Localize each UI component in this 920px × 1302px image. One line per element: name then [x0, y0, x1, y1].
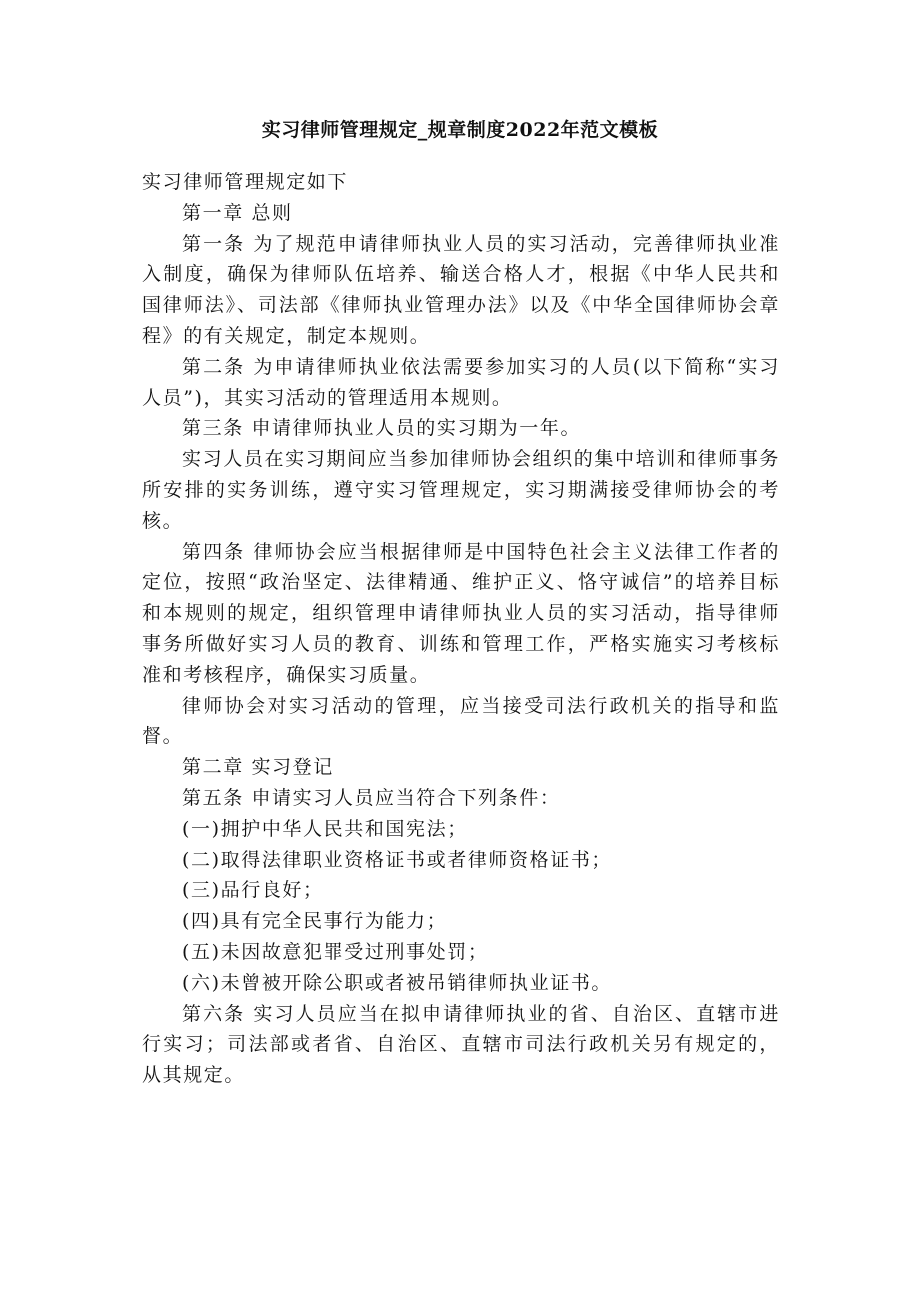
article-4: 第四条 律师协会应当根据律师是中国特色社会主义法律工作者的定位，按照“政治坚定、法律精通、维护正义、恪守诚信”的培养目标和本规则的规定，组织管理申请律师执业人员的实习活动，指导律师事务所做好实习人员的教育、训练和管理工作，严格实施实习考核标准和考核程序，确保实习质量。: [142, 540, 780, 686]
condition-item-4: (四)具有完全民事行为能力；: [182, 910, 448, 933]
chapter-heading-1: 第一章 总则: [182, 201, 293, 224]
article-6: 第六条 实习人员应当在拟申请律师执业的省、自治区、直辖市进行实习；司法部或者省、自治区、直辖市司法行政机关另有规定的，从其规定。: [142, 1002, 780, 1087]
paragraph-intro: 实习律师管理规定如下: [142, 171, 349, 193]
article-2: 第二条 为申请律师执业依法需要参加实习的人员(以下简称“实习人员”)，其实习活动的管理适用本规则。: [142, 355, 780, 409]
article-1: 第一条 为了规范申请律师执业人员的实习活动，完善律师执业准入制度，确保为律师队伍培养、输送合格人才，根据《中华人民共和国律师法》、司法部《律师执业管理办法》以及《中华全国律师协会章程》的有关规定，制定本规则。: [142, 232, 780, 347]
article-4-paragraph-2: 律师协会对实习活动的管理，应当接受司法行政机关的指导和监督。: [142, 694, 780, 748]
article-5: 第五条 申请实习人员应当符合下列条件：: [182, 786, 561, 809]
article-3: 第三条 申请律师执业人员的实习期为一年。: [182, 417, 582, 440]
document-body: [142, 167, 780, 1091]
chapter-heading-2: 第二章 实习登记: [182, 756, 334, 779]
condition-item-2: (二)取得法律职业资格证书或者律师资格证书；: [182, 848, 613, 871]
condition-item-1: (一)拥护中华人民共和国宪法；: [182, 817, 468, 840]
condition-item-3: (三)品行良好；: [182, 879, 324, 902]
condition-item-5: (五)未因故意犯罪受过刑事处罚；: [182, 940, 489, 963]
document-title: 实习律师管理规定_规章制度2022年范文模板: [261, 119, 659, 141]
article-3-paragraph-2: 实习人员在实习期间应当参加律师协会组织的集中培训和律师事务所安排的实务训练，遵守实习管理规定，实习期满接受律师协会的考核。: [142, 448, 780, 532]
condition-item-6: (六)未曾被开除公职或者被吊销律师执业证书。: [182, 971, 613, 994]
